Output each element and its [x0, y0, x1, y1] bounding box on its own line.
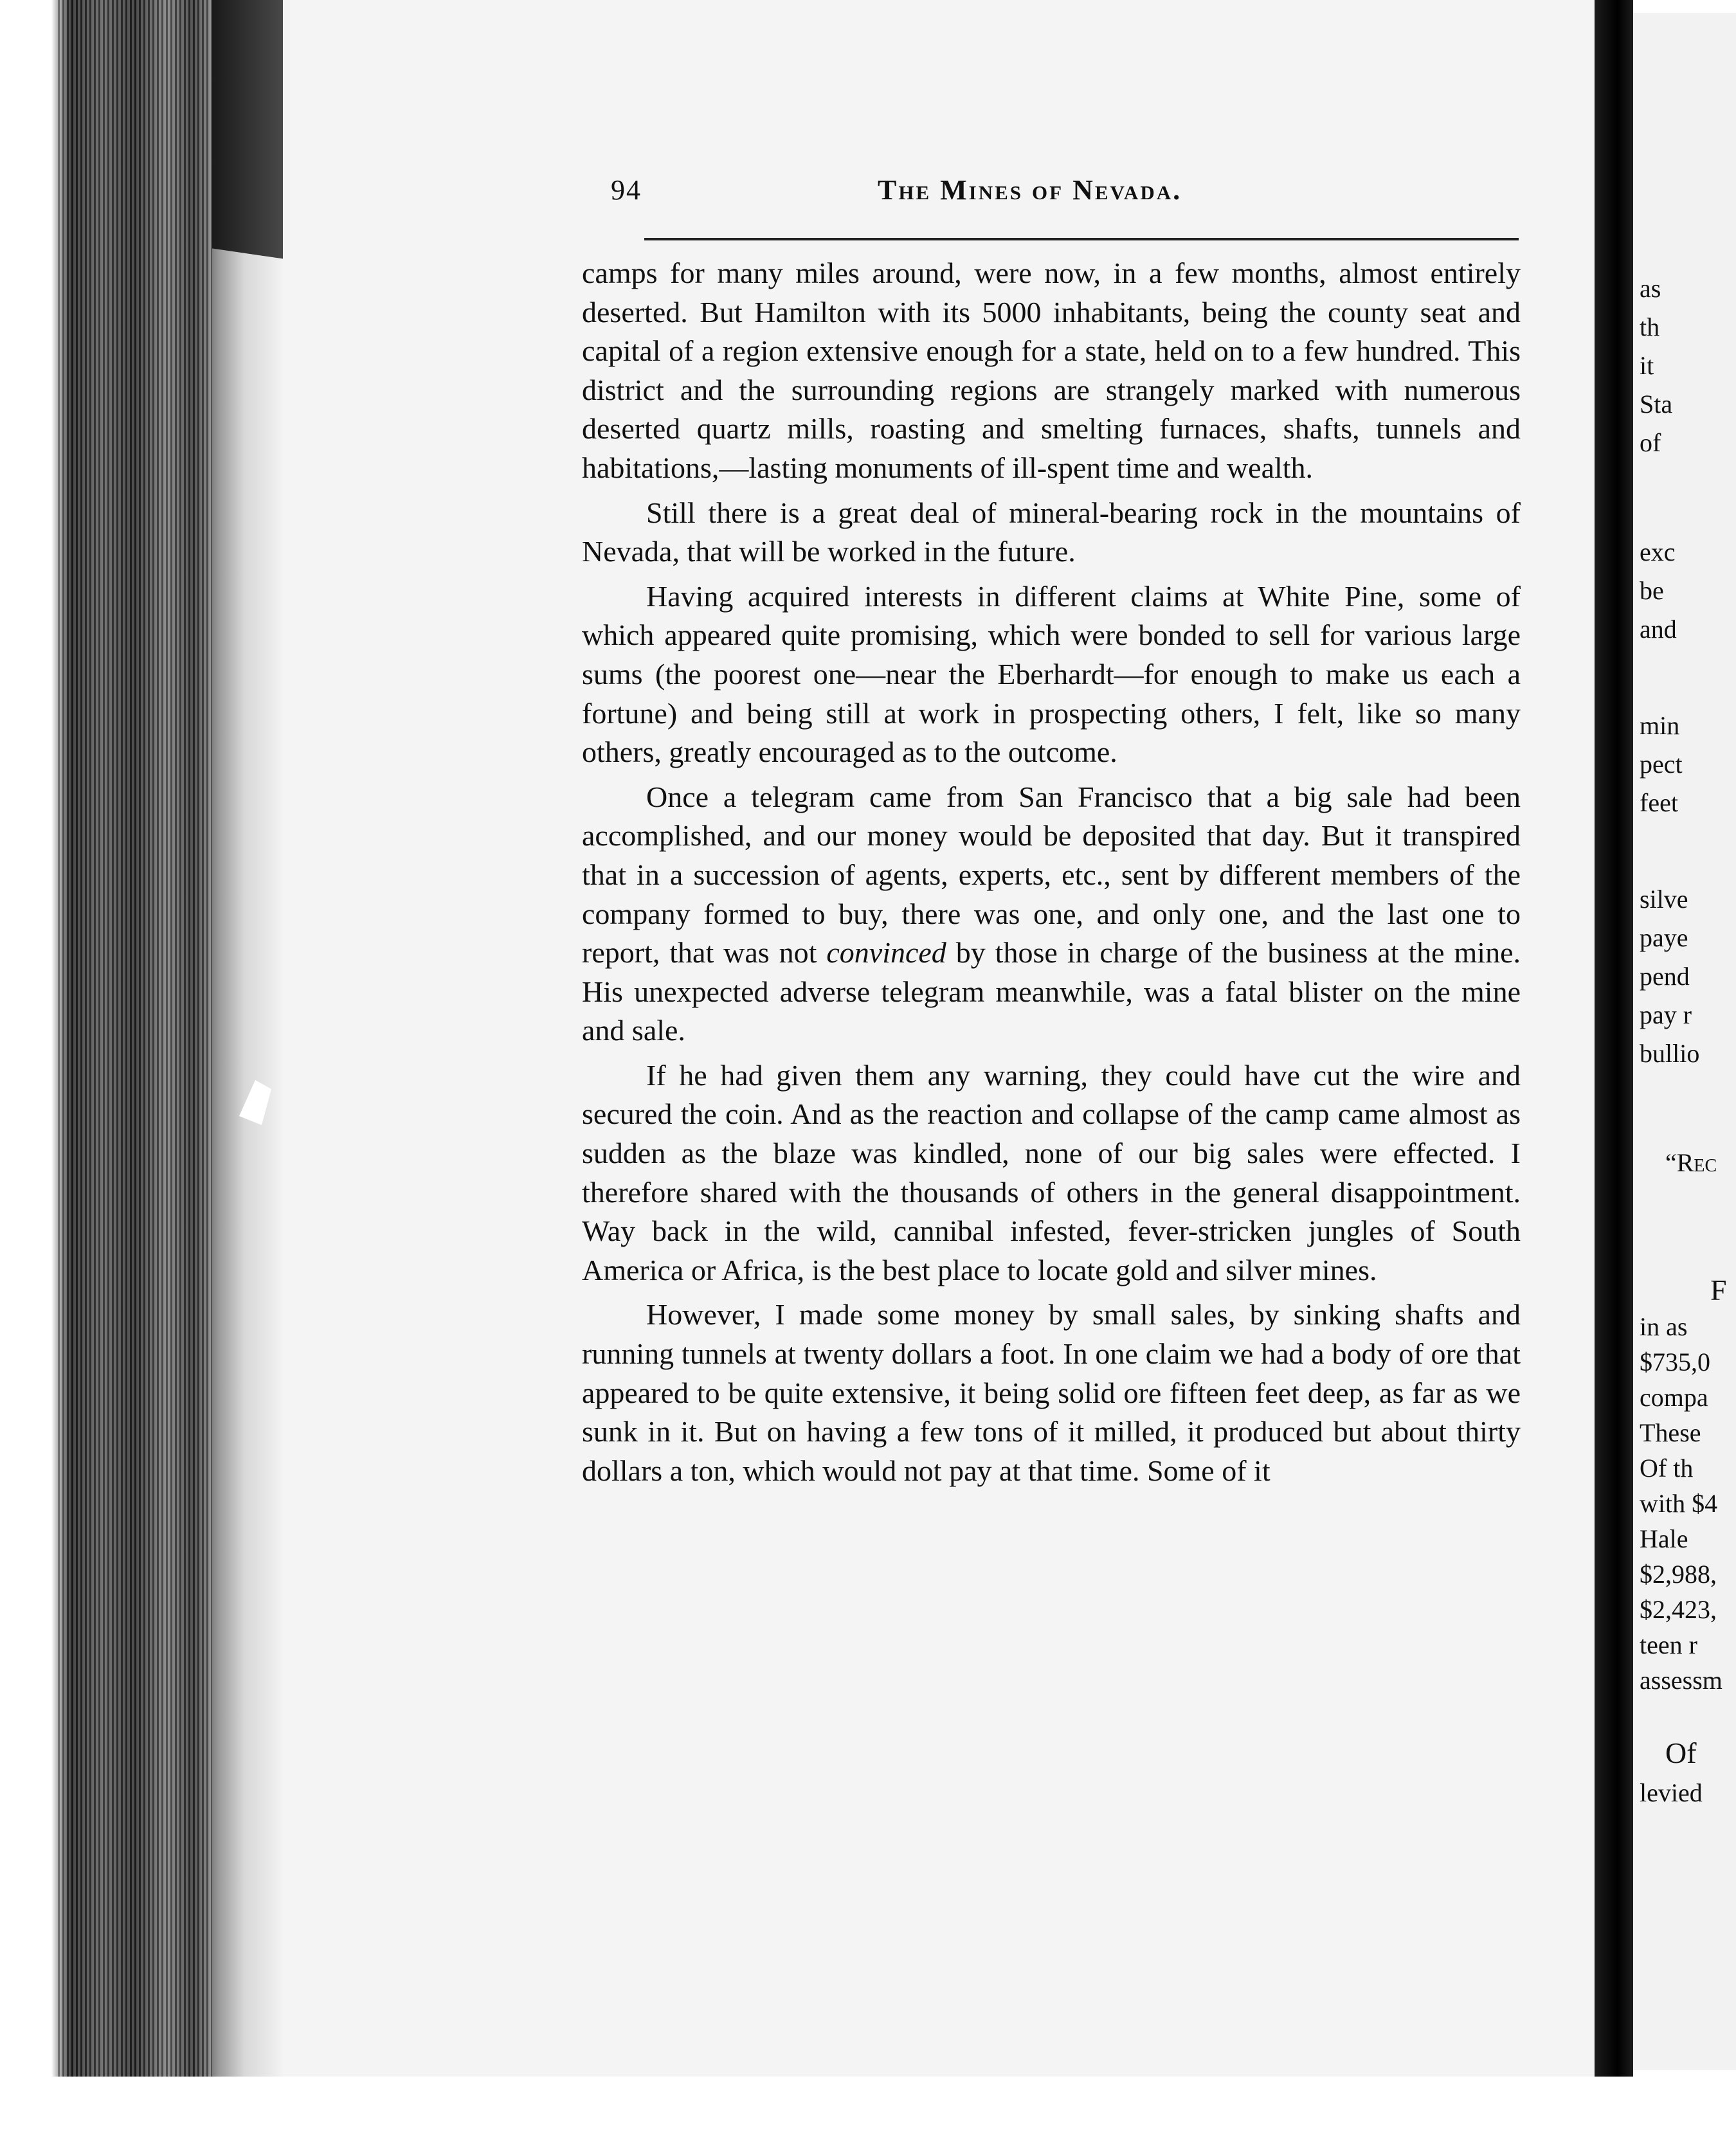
right-fragment: it	[1640, 351, 1654, 380]
body-text	[582, 254, 1521, 1496]
bottom-margin	[0, 2077, 1736, 2155]
paragraph: Having acquired interests in different claims at White Pine, some of which appeared quite promising, which were bonded to sell for various large sums (the poorest one—near the Eberhardt—for enough to make us each a fortune) and being still at work in prospecting others, I felt, like so many others, greatly encouraged as to the outcome.	[582, 579, 1521, 769]
right-fragment: and	[1640, 615, 1677, 644]
right-fragment: assessm	[1640, 1666, 1722, 1695]
paragraph: Still there is a great deal of mineral-bearing rock in the mountains of Nevada, that will be worked in the future.	[582, 496, 1521, 568]
right-fragment: in as	[1640, 1312, 1688, 1341]
right-fragment: “Rec	[1665, 1148, 1717, 1177]
right-fragment: teen r	[1640, 1630, 1697, 1659]
right-fragment: These	[1640, 1418, 1701, 1447]
right-fragment: feet	[1640, 788, 1678, 817]
header-rule	[644, 238, 1519, 240]
telegram-text-before: Once a telegram came from San Francisco that a big sale had been accomplished, and our money would be deposited that day. But it transpired that in a succession of agents, experts, etc., sent by different members of the company formed to buy, there was one, and only one, and the last one to report, that was not	[582, 780, 1521, 969]
right-fragment: th	[1640, 312, 1660, 341]
right-fragment: with $4	[1640, 1489, 1718, 1518]
paragraph: If he had given them any warning, they could have cut the wire and secured the coin. And as the reaction and collapse of the camp came almost as sudden as the blaze was kindled, none of our big sales were effected. I therefore shared with the thousands of others in the general disappointment. Way back in the wild, cannibal infested, fever-stricken jungles of South America or Africa, is the best place to locate gold and silver mines.	[582, 1058, 1521, 1286]
right-fragment: pect	[1640, 750, 1683, 779]
right-fragment: $2,988,	[1640, 1560, 1717, 1589]
paragraph-telegram	[582, 778, 1521, 1050]
paragraph: camps for many miles around, were now, in a few months, almost entirely deserted. But Hamilton with its 5000 inhabitants, being the county seat and capital of a region extensive enough for a state, held on to a few hundred. This district and the surrounding regions are strangely marked with numerous deserted quartz mills, roasting and smelting furnaces, shafts, tunnels and habitations,—lasting monuments of ill-spent time and wealth.	[582, 257, 1521, 484]
right-fragment: Hale	[1640, 1524, 1688, 1553]
telegram-text-after: by those in charge of the business at the mine. His unexpected adverse telegram meanwhile, was a fatal blister on the mine and sale.	[582, 936, 1521, 1047]
right-fragment: as	[1640, 274, 1661, 303]
right-fragment: F	[1710, 1274, 1727, 1306]
book-gutter	[1595, 0, 1633, 2155]
right-page	[1633, 13, 1736, 2070]
page-header	[611, 174, 1299, 219]
right-fragment: exc	[1640, 537, 1676, 566]
right-fragment: Sta	[1640, 390, 1673, 419]
right-fragment: pend	[1640, 962, 1690, 991]
italic-word: convinced	[826, 936, 946, 969]
right-fragment: pay r	[1640, 1000, 1692, 1029]
right-fragment: $2,423,	[1640, 1595, 1717, 1624]
running-head: The Mines of Nevada.	[878, 174, 1182, 206]
right-fragment: compa	[1640, 1383, 1708, 1412]
right-fragment: min	[1640, 711, 1680, 740]
book-edge	[0, 0, 283, 2155]
right-fragment: paye	[1640, 923, 1688, 952]
right-fragment: silve	[1640, 885, 1688, 914]
right-fragment: levied	[1640, 1778, 1703, 1807]
paragraph: However, I made some money by small sales, by sinking shafts and running tunnels at twenty dollars a foot. In one claim we had a body of ore that appeared to be quite extensive, it being solid ore fifteen feet deep, as far as we sunk in it. But on having a few tons of it milled, it produced but about thirty dollars a ton, which would not pay at that time. Some of it	[582, 1298, 1521, 1487]
right-fragment: bullio	[1640, 1039, 1700, 1068]
right-fragment: $735,0	[1640, 1348, 1710, 1376]
page-number: 94	[611, 174, 642, 206]
right-fragment: be	[1640, 576, 1664, 605]
right-fragment: Of	[1665, 1736, 1697, 1769]
right-fragment: Of th	[1640, 1454, 1694, 1483]
right-fragment: of	[1640, 428, 1661, 457]
